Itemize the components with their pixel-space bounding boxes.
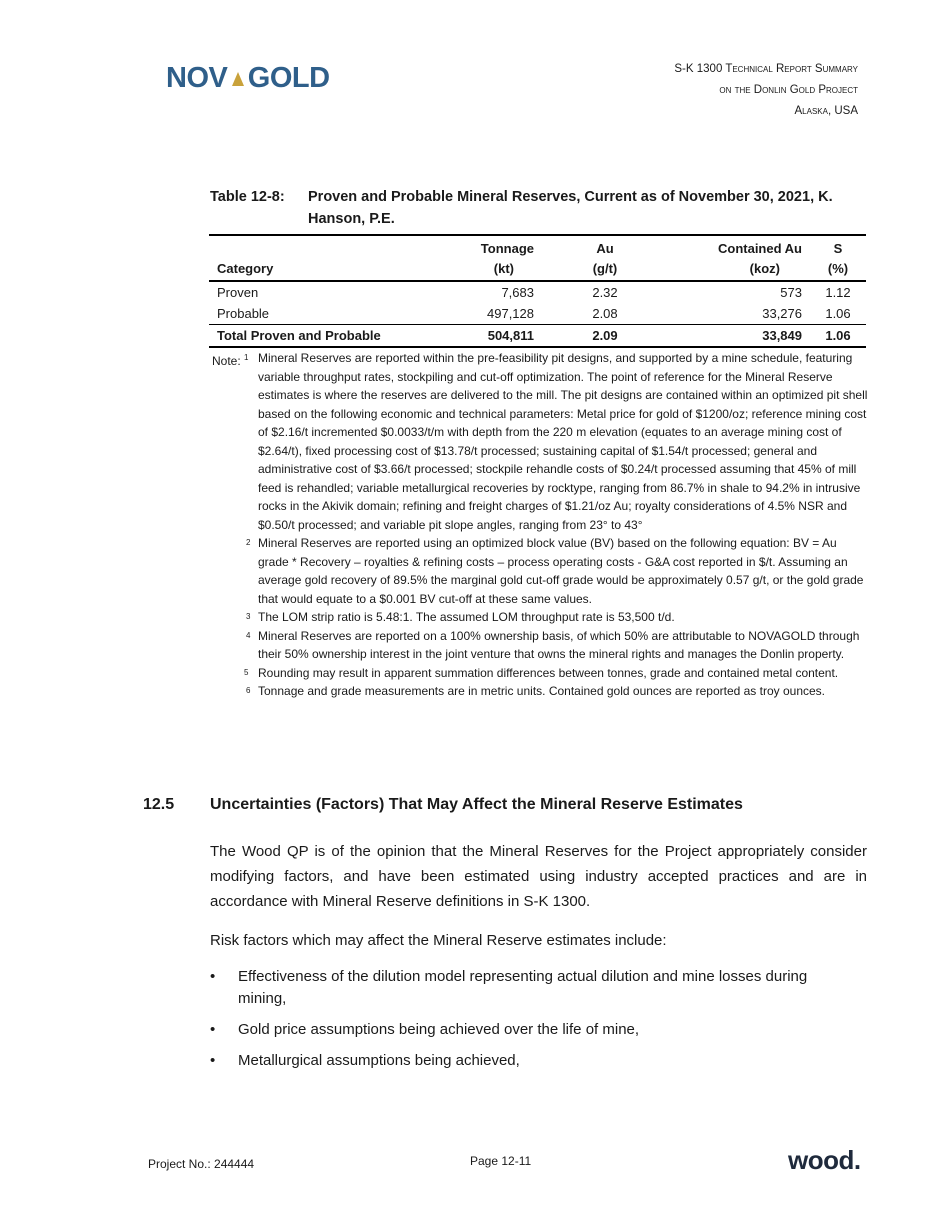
note-number: 2 — [246, 538, 251, 547]
note-number: 5 — [244, 667, 249, 677]
cell-s: 1.12 — [825, 285, 851, 300]
list-item — [210, 1019, 850, 1041]
bullet-icon: • — [210, 1021, 216, 1038]
note-text: Rounding may result in apparent summation differences between tonnes, grade and contained metal content. — [258, 665, 839, 680]
note-number: 6 — [246, 686, 251, 695]
header-line-1: S-K 1300 Technical Report Summary — [674, 63, 858, 75]
cell-au: 2.32 — [592, 285, 618, 300]
section-paragraph-2: Risk factors which may affect the Mineral Reserve estimates include: — [210, 932, 667, 949]
logo-triangle-icon — [232, 72, 244, 86]
cell-tonnage: 497,128 — [487, 306, 534, 321]
table-notes — [212, 349, 868, 701]
cell-au: 2.09 — [542, 325, 668, 348]
cell-category: Proven — [217, 285, 259, 300]
cell-contained-au: 33,849 — [668, 325, 810, 348]
mineral-reserves-table — [209, 234, 866, 348]
table-header-row-bottom — [209, 259, 866, 281]
header-line-2: on the Donlin Gold Project — [719, 84, 858, 96]
page-number: Page 12-11 — [470, 1154, 532, 1168]
note-number: 4 — [246, 630, 251, 640]
table-header-row-top — [209, 235, 866, 259]
note-text: Mineral Reserves are reported on a 100% ownership basis, of which 50% are attributable to NOVAGOLD through their 50% ownership interest in the joint venture that owns the mineral rights and manages the Donlin property. — [258, 628, 860, 661]
col-header-category-top — [209, 235, 410, 259]
note-item — [212, 627, 868, 664]
novagold-logo: NOV GOLD — [166, 62, 330, 94]
col-header-au: Au — [542, 235, 668, 259]
header-line-3: Alaska, USA — [794, 105, 858, 117]
list-item — [210, 966, 850, 1010]
table-row — [209, 303, 866, 325]
note-item — [212, 534, 868, 608]
section-heading — [143, 796, 863, 814]
col-header-s: S — [810, 235, 866, 259]
note-item — [212, 608, 868, 627]
table-caption — [210, 186, 860, 230]
list-item-text: Effectiveness of the dilution model representing actual dilution and mine losses during mining, — [238, 968, 808, 1007]
section-number: 12.5 — [143, 796, 175, 813]
bullet-icon: • — [210, 968, 216, 985]
cell-tonnage: 504,811 — [410, 325, 542, 348]
cell-contained-au: 573 — [780, 285, 802, 300]
cell-tonnage: 7,683 — [501, 285, 534, 300]
note-text: The LOM strip ratio is 5.48:1. The assumed LOM throughput rate is 53,500 t/d. — [258, 610, 675, 624]
cell-category: Total Proven and Probable — [209, 325, 410, 348]
section-title: Uncertainties (Factors) That May Affect the Mineral Reserve Estimates — [210, 796, 743, 813]
col-unit-contained-au: (koz) — [668, 259, 810, 281]
logo-a-letter — [227, 62, 247, 95]
cell-au: 2.08 — [592, 306, 618, 321]
table-number: Table 12-8: — [210, 189, 285, 205]
col-header-tonnage: Tonnage — [410, 235, 542, 259]
note-item — [212, 664, 868, 683]
cell-s: 1.06 — [825, 306, 851, 321]
section-paragraph-1: The Wood QP is of the opinion that the Mineral Reserves for the Project appropriately consider modifying factors, and have been estimated using industry accepted practices and are in accordance with Mineral Reserve definitions in S-K 1300. — [210, 843, 867, 910]
cell-category: Probable — [217, 306, 270, 321]
note-text: Tonnage and grade measurements are in metric units. Contained gold ounces are reported as troy ounces. — [258, 684, 825, 698]
note-number: 1 — [244, 353, 249, 362]
cell-s: 1.06 — [810, 325, 866, 348]
risk-factor-list — [210, 966, 850, 1081]
wood-logo: wood. — [788, 1145, 861, 1175]
note-label: Note: — [212, 354, 241, 368]
project-number: Project No.: 244444 — [148, 1157, 255, 1171]
table-title: Proven and Probable Mineral Reserves, Current as of November 30, 2021, K. Hanson, P.E. — [308, 189, 833, 227]
bullet-icon: • — [210, 1052, 216, 1069]
col-header-contained-au: Contained Au — [668, 235, 810, 259]
report-header — [674, 59, 858, 122]
note-number: 3 — [246, 612, 251, 621]
table-total-row — [209, 325, 866, 348]
list-item-text: Metallurgical assumptions being achieved, — [238, 1052, 520, 1069]
note-item — [212, 682, 868, 701]
col-unit-tonnage: (kt) — [410, 259, 542, 281]
note-text: Mineral Reserves are reported within the pre-feasibility pit designs, and supported by a mine schedule, featuring variable throughput rates, stockpiling and cut-off optimization. The point of reference for the Mineral Reserve estimates is where the reserves are delivered to the mill. The pit designs are contained within an optimized pit shell based on the following economic and technical parameters: Metal price for gold of $1200/oz; reference mining cost of $2.16/t incremented $0.0033/t/m with depth from the 220 m elevation (equates to an average mining cost of $2.64/t), fixed processing cost of $13.78/t processed; sustaining capital of $1.54/t processed; general and administrative cost of $3.66/t processed; stockpile rehandle costs of $0.24/t processed assuming that 45% of mill feed is rehandled; variable metallurgical recoveries by rocktype, ranging from 86.7% in shale to 94.2% in intrusive rocks in the Akivik domain; refining and freight charges of $1.21/oz Au; royalty considerations of 4.5% NSR and $0.50/t processed; and variable pit slope angles, ranging from 23° to 43° — [258, 351, 868, 532]
list-item-text: Gold price assumptions being achieved over the life of mine, — [238, 1021, 640, 1038]
cell-contained-au: 33,276 — [762, 306, 802, 321]
list-item — [210, 1050, 850, 1072]
col-header-category: Category — [209, 259, 410, 281]
table-row — [209, 281, 866, 303]
note-text: Mineral Reserves are reported using an optimized block value (BV) based on the following equation: BV = Au grade * Recovery – royalties & refining costs – process operating costs - G&A cost reported in $/t. Assuming an average gold recovery of 89.5% the marginal gold cut-off grade would be approximately 0.57 g/t, or the gold grade that would equate to a $0.001 BV cut-off at these same values. — [258, 536, 864, 606]
col-unit-s: (%) — [810, 259, 866, 281]
col-unit-au: (g/t) — [542, 259, 668, 281]
note-item — [212, 349, 868, 534]
